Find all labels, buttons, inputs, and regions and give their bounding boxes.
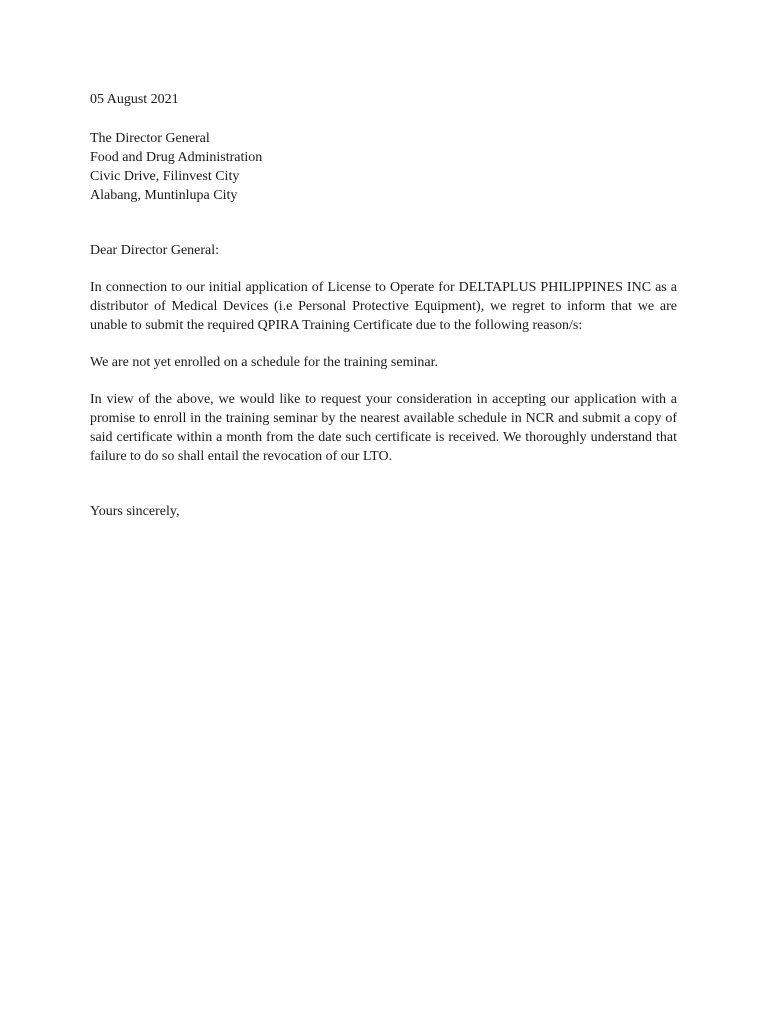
recipient-line-organization: Food and Drug Administration <box>90 150 263 165</box>
closing: Yours sincerely, <box>90 504 180 519</box>
recipient-line-street: Civic Drive, Filinvest City <box>90 169 240 184</box>
letter-page <box>90 90 677 521</box>
recipient-line-title: The Director General <box>90 131 210 146</box>
letter-date: 05 August 2021 <box>90 92 179 107</box>
recipient-address <box>90 129 677 205</box>
recipient-line-city: Alabang, Muntinlupa City <box>90 188 238 203</box>
body-paragraph-1: In connection to our initial application of License to Operate for DELTAPLUS PHILIPPINES INC as a distributor of Medical Devices (i.e Personal Protective Equipment), we regret to inform that we are unable to submit the required QPIRA Training Certificate due to the following reason/s: <box>90 280 677 333</box>
body-paragraph-3: In view of the above, we would like to request your consideration in accepting our application with a promise to enroll in the training seminar by the nearest available schedule in NCR and submit a copy of said certificate within a month from the date such certificate is received. We thoroughly understand that failure to do so shall entail the revocation of our LTO. <box>90 392 677 464</box>
body-paragraph-2: We are not yet enrolled on a schedule for the training seminar. <box>90 355 438 370</box>
salutation: Dear Director General: <box>90 243 220 258</box>
